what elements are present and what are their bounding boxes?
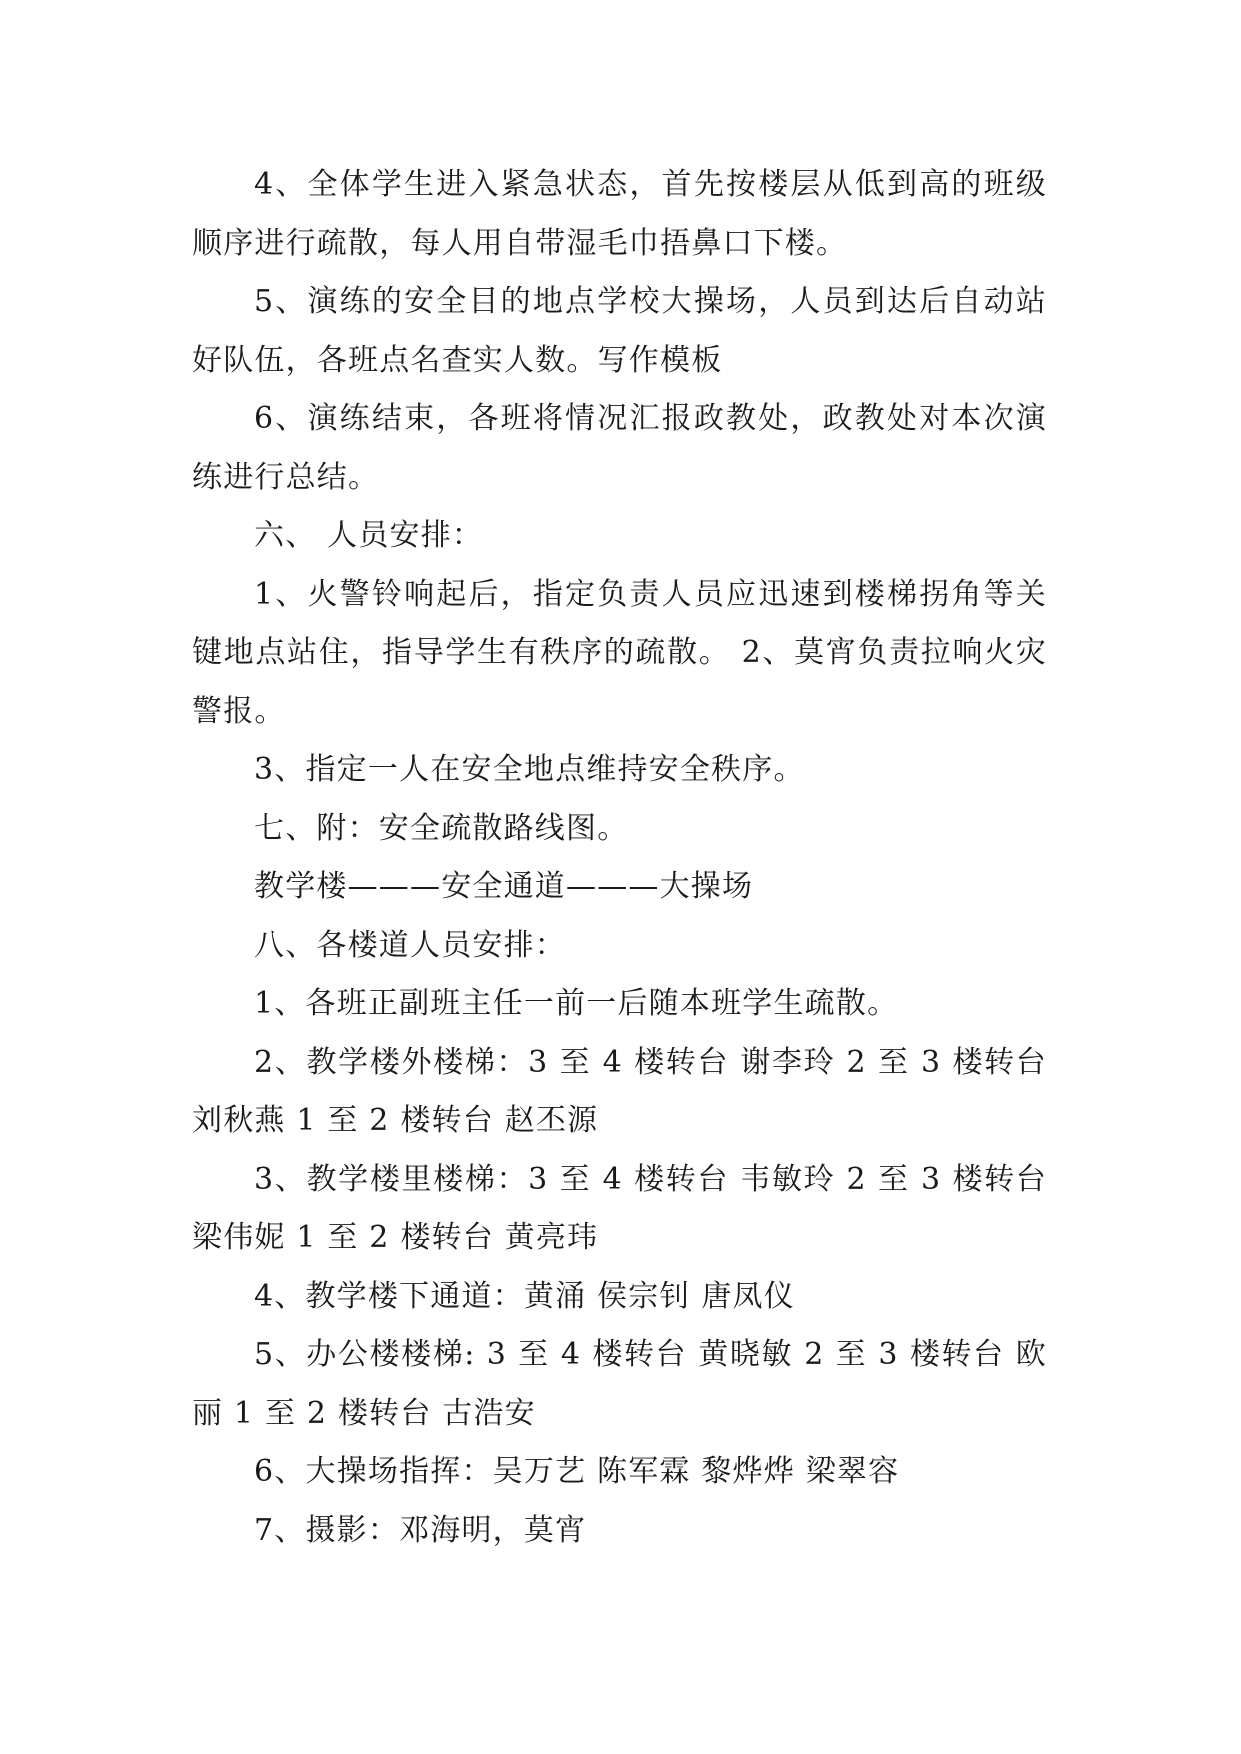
paragraph-personnel-1-2: 1、火警铃响起后，指定负责人员应迅速到楼梯拐角等关键地点站住，指导学生有秩序的疏散。 2、莫宵负责拉响火灾警报。 (192, 576, 1047, 729)
paragraph-assembly-point: 5、演练的安全目的地点学校大操场，人员到达后自动站好队伍，各班点名查实人数。写作模板 (192, 284, 1047, 378)
paragraph-staff-7: 7、摄影：邓海明，莫宵 (254, 1512, 587, 1548)
document-body (192, 156, 1047, 1560)
paragraph-staff-6: 6、大操场指挥：吴万艺 陈军霖 黎烨烨 梁翠容 (254, 1454, 900, 1489)
section-heading-personnel: 六、 人员安排： (254, 518, 484, 553)
paragraph-drill-end: 6、演练结束，各班将情况汇报政教处，政教处对本次演练进行总结。 (192, 401, 1047, 495)
evacuation-route: 教学楼———安全通道———大操场 (254, 869, 754, 904)
paragraph-staff-4: 4、教学楼下通道：黄涌 侯宗钊 唐凤仪 (254, 1278, 795, 1314)
paragraph-personnel-3: 3、指定一人在安全地点维持安全秩序。 (254, 752, 805, 787)
section-heading-stairway-staff: 八、各楼道人员安排： (254, 927, 566, 963)
paragraph-staff-5: 5、办公楼楼梯: 3 至 4 楼转台 黄晓敏 2 至 3 楼转台 欧丽 1 至 2 楼转台 古浩安 (192, 1337, 1047, 1431)
paragraph-staff-2: 2、教学楼外楼梯：3 至 4 楼转台 谢李玲 2 至 3 楼转台 刘秋燕 1 至 2 楼转台 赵丕源 (192, 1044, 1047, 1138)
section-heading-route-map: 七、附：安全疏散路线图。 (254, 810, 629, 846)
paragraph-staff-1: 1、各班正副班主任一前一后随本班学生疏散。 (254, 986, 899, 1021)
paragraph-staff-3: 3、教学楼里楼梯：3 至 4 楼转台 韦敏玲 2 至 3 楼转台 梁伟妮 1 至 2 楼转台 黄亮玮 (192, 1161, 1047, 1255)
paragraph-evacuation-order: 4、全体学生进入紧急状态，首先按楼层从低到高的班级顺序进行疏散，每人用自带湿毛巾捂鼻口下楼。 (192, 167, 1047, 261)
